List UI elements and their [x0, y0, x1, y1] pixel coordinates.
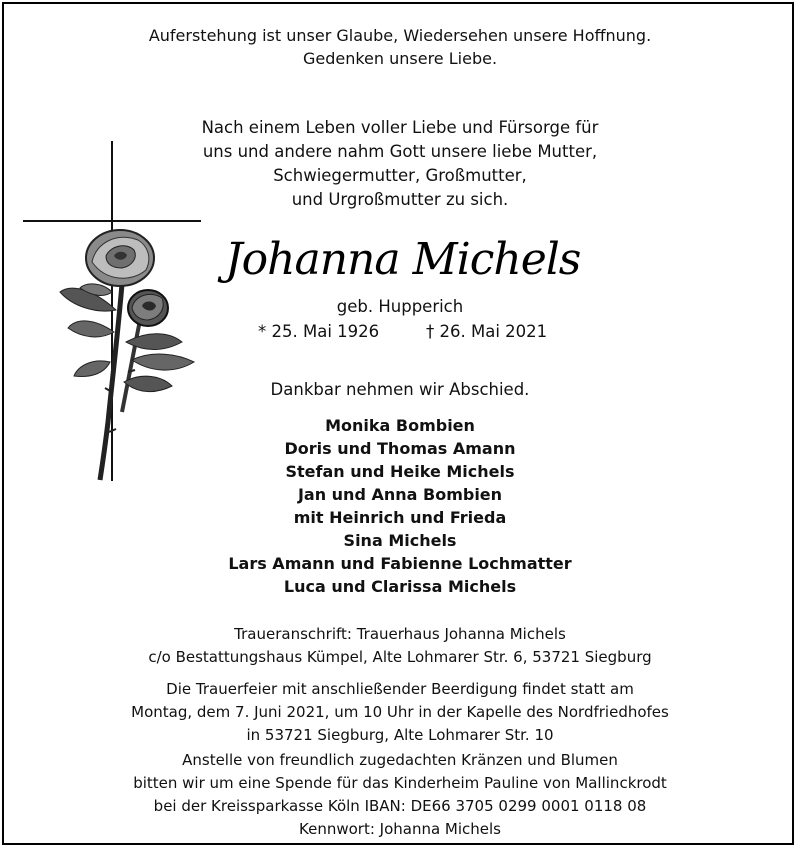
donation-line: bei der Kreissparkasse Köln IBAN: DE66 3705 0299 0001 0118 08	[153, 797, 647, 815]
address-line: Traueranschrift: Trauerhaus Johanna Michels	[234, 625, 566, 643]
farewell-line: Dankbar nehmen wir Abschied.	[270, 380, 530, 399]
mourner-name: Stefan und Heike Michels	[285, 462, 515, 481]
ceremony-line: in 53721 Siegburg, Alte Lohmarer Str. 10	[246, 726, 554, 744]
intro-text	[0, 116, 800, 212]
donation-request	[0, 749, 800, 841]
mourner-name: mit Heinrich und Frieda	[293, 508, 507, 527]
donation-line: Anstelle von freundlich zugedachten Kränzen und Blumen	[182, 751, 618, 769]
ceremony-line: Die Trauerfeier mit anschließender Beerdigung findet statt am	[166, 680, 634, 698]
ceremony-line: Montag, dem 7. Juni 2021, um 10 Uhr in der Kapelle des Nordfriedhofes	[131, 703, 669, 721]
address-line: c/o Bestattungshaus Kümpel, Alte Lohmarer Str. 6, 53721 Siegburg	[148, 648, 652, 666]
donation-line: Kennwort: Johanna Michels	[299, 820, 501, 838]
birth-date: * 25. Mai 1926	[258, 322, 380, 341]
intro-line: uns und andere nahm Gott unsere liebe Mutter,	[202, 142, 598, 161]
mourning-address	[0, 623, 800, 669]
death-date: † 26. Mai 2021	[426, 322, 548, 341]
deceased-name: Johanna Michels	[225, 234, 581, 285]
intro-line: Nach einem Leben voller Liebe und Fürsorge für	[201, 118, 599, 137]
intro-line: und Urgroßmutter zu sich.	[291, 190, 509, 209]
donation-line: bitten wir um eine Spende für das Kinderheim Pauline von Mallinckrodt	[133, 774, 667, 792]
mourner-name: Monika Bombien	[325, 416, 475, 435]
birth-name: geb. Hupperich	[336, 297, 464, 316]
mourner-name: Luca und Clarissa Michels	[283, 577, 517, 596]
mourners-list	[0, 414, 800, 598]
mourner-name: Jan und Anna Bombien	[297, 485, 503, 504]
mourner-name: Lars Amann und Fabienne Lochmatter	[228, 554, 572, 573]
mourner-name: Sina Michels	[343, 531, 457, 550]
mourner-name: Doris und Thomas Amann	[284, 439, 516, 458]
funeral-details	[0, 678, 800, 747]
motto-line: Auferstehung ist unser Glaube, Wiedersehen unsere Hoffnung.	[148, 26, 652, 45]
motto-line: Gedenken unsere Liebe.	[302, 49, 498, 68]
motto	[0, 24, 800, 70]
intro-line: Schwiegermutter, Großmutter,	[273, 166, 527, 185]
